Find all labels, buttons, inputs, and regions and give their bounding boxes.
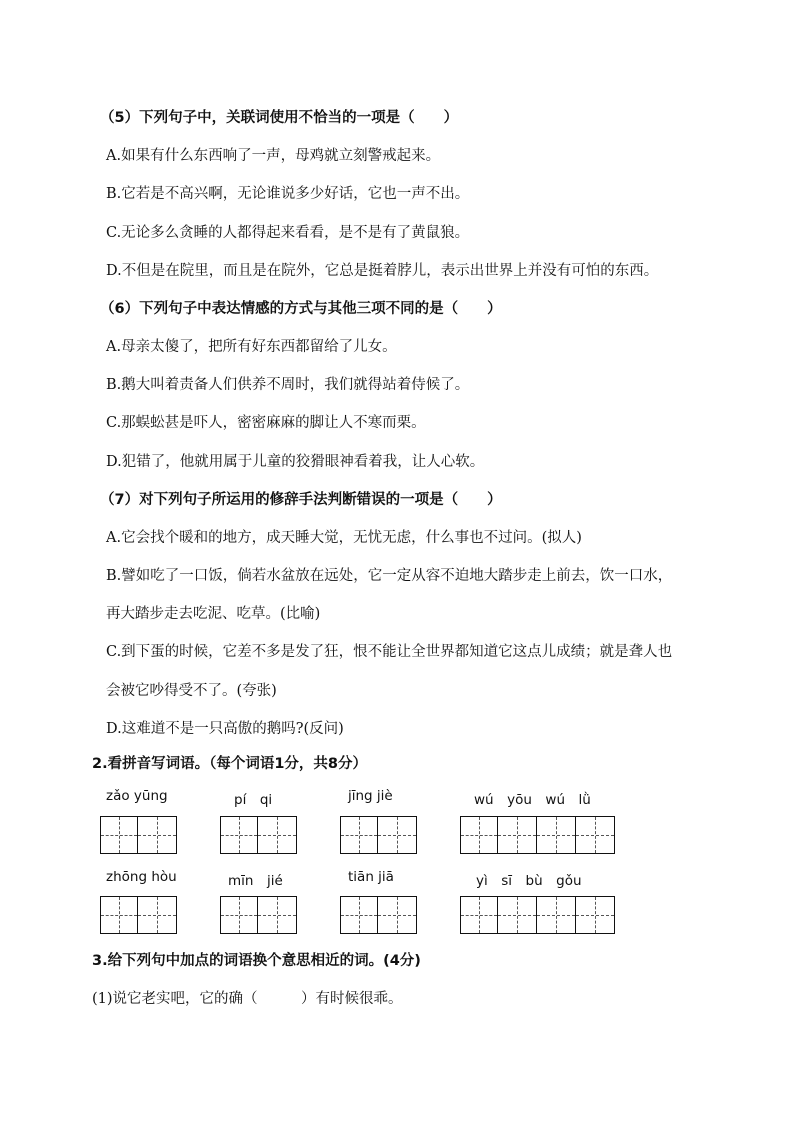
writing-grid-4[interactable] <box>460 816 615 854</box>
q7-option-b-cont: 再大踏步走去吃泥、吃草。(比喻) <box>106 606 321 622</box>
grid-cell[interactable] <box>576 896 615 934</box>
question-7-title: （7）对下列句子所运用的修辞手法判断错误的一项是（ ） <box>100 492 502 508</box>
section-3-item-1: (1)说它老实吧，它的确（ ）有时候很乖。 <box>92 991 403 1007</box>
grid-cell[interactable] <box>100 896 138 934</box>
grid-cell[interactable] <box>220 896 258 934</box>
q5-option-c: C.无论多么贪睡的人都得起来看看，是不是有了黄鼠狼。 <box>106 225 470 241</box>
grid-cell[interactable] <box>340 816 378 854</box>
writing-grid-7[interactable] <box>340 896 417 934</box>
grid-cell[interactable] <box>100 816 138 854</box>
grid-cell[interactable] <box>340 896 378 934</box>
q7-option-b: B.譬如吃了一口饭，倘若水盆放在远处，它一定从容不迫地大踏步走上前去，饮一口水， <box>106 568 673 584</box>
grid-cell[interactable] <box>378 816 417 854</box>
writing-grid-2[interactable] <box>220 816 297 854</box>
q6-option-b: B.鹅大叫着责备人们供养不周时，我们就得站着侍候了。 <box>106 377 470 393</box>
grid-cell[interactable] <box>576 816 615 854</box>
q7-option-c: C.到下蛋的时候，它差不多是发了狂，恨不能让全世界都知道它这点儿成绩；就是聋人也 <box>106 644 673 660</box>
pinyin-6: mīn jié <box>228 873 283 889</box>
section-2-title: 2.看拼音写词语。（每个词语1分，共8分） <box>92 756 368 772</box>
q6-option-c: C.那蜈蚣甚是吓人，密密麻麻的脚让人不寒而栗。 <box>106 415 426 431</box>
q7-option-c-cont: 会被它吵得受不了。(夸张) <box>106 683 277 699</box>
q7-option-d: D.这难道不是一只高傲的鹅吗?(反问) <box>106 721 344 737</box>
q6-option-a: A.母亲太傻了，把所有好东西都留给了儿女。 <box>106 339 397 355</box>
pinyin-8: yì sī bù gǒu <box>476 873 582 889</box>
section-3-title: 3.给下列句中加点的词语换个意思相近的词。(4分) <box>92 953 421 969</box>
q5-option-d: D.不但是在院里，而且是在院外，它总是挺着脖儿，表示出世界上并没有可怕的东西。 <box>106 263 659 279</box>
pinyin-7: tiān jiā <box>348 869 394 885</box>
pinyin-3: jīng jiè <box>348 788 393 804</box>
writing-grid-1[interactable] <box>100 816 177 854</box>
grid-cell[interactable] <box>258 816 297 854</box>
question-6-title: （6）下列句子中表达情感的方式与其他三项不同的是（ ） <box>100 301 502 317</box>
writing-grid-5[interactable] <box>100 896 177 934</box>
grid-cell[interactable] <box>460 896 498 934</box>
grid-cell[interactable] <box>258 896 297 934</box>
grid-cell[interactable] <box>220 816 258 854</box>
grid-cell[interactable] <box>537 816 576 854</box>
q7-option-a: A.它会找个暖和的地方，成天睡大觉，无忧无虑，什么事也不过问。(拟人) <box>106 530 582 546</box>
question-5-title: （5）下列句子中，关联词使用不恰当的一项是（ ） <box>100 110 459 126</box>
pinyin-5: zhōng hòu <box>106 869 177 885</box>
grid-cell[interactable] <box>378 896 417 934</box>
q5-option-a: A.如果有什么东西响了一声，母鸡就立刻警戒起来。 <box>106 148 441 164</box>
pinyin-2: pí qi <box>234 792 273 808</box>
writing-grid-8[interactable] <box>460 896 615 934</box>
grid-cell[interactable] <box>537 896 576 934</box>
grid-cell[interactable] <box>498 896 537 934</box>
q6-option-d: D.犯错了，他就用属于儿童的狡猾眼神看着我，让人心软。 <box>106 454 485 470</box>
grid-cell[interactable] <box>460 816 498 854</box>
writing-grid-6[interactable] <box>220 896 297 934</box>
pinyin-1: zǎo yūng <box>106 788 168 804</box>
pinyin-4: wú yōu wú lǜ <box>474 792 591 808</box>
writing-grid-3[interactable] <box>340 816 417 854</box>
grid-cell[interactable] <box>138 816 177 854</box>
q5-option-b: B.它若是不高兴啊，无论谁说多少好话，它也一声不出。 <box>106 186 470 202</box>
grid-cell[interactable] <box>498 816 537 854</box>
grid-cell[interactable] <box>138 896 177 934</box>
